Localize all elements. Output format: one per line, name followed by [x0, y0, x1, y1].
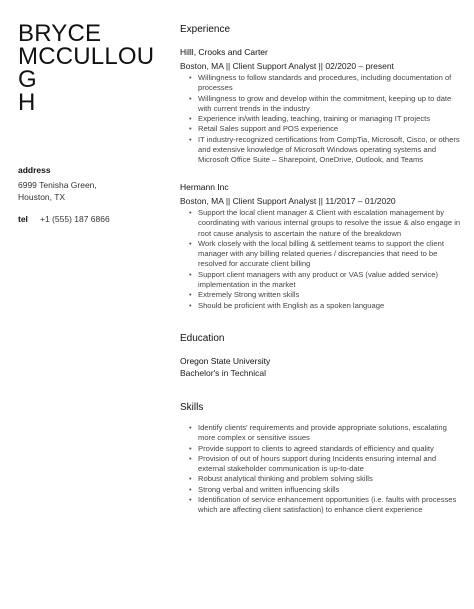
- job-details: Boston, MA || Client Support Analyst || 02/2020 – present: [180, 61, 394, 71]
- address-block: [18, 165, 158, 203]
- job-entry: [180, 47, 462, 166]
- school-name: Oregon State University: [180, 356, 271, 366]
- list-item: • Robust analytical thinking and problem solving skills: [198, 474, 462, 484]
- skills-title: Skills: [180, 402, 204, 413]
- list-item: • Retail Sales support and POS experience: [198, 124, 462, 134]
- education-section: [180, 333, 462, 378]
- name-block: [18, 22, 158, 114]
- list-item: • Identification of service enhancement opportunities (i.e. faults with processes which are affecting client satisfaction) to enhance client experience: [198, 495, 462, 516]
- tel-value: +1 (555) 187 6866: [40, 214, 110, 224]
- address-line: 6999 Tenisha Green,: [18, 180, 97, 190]
- list-item: • Extremely Strong written skills: [198, 290, 462, 300]
- list-item: • Provision of out of hours support during Incidents ensuring internal and external stakeholder communication is up-to-date: [198, 454, 462, 475]
- list-item: • Support the local client manager & Client with escalation management by coordinating with various internal groups to resolve the issue & also engage in root cause analysis to ascertain the nature of the breakdown: [198, 208, 462, 239]
- job-entry: [180, 182, 462, 311]
- list-item: • Strong verbal and written influencing skills: [198, 485, 462, 495]
- list-item: • Support client managers with any product or VAS (value added service) implementation in the market: [198, 270, 462, 291]
- skills-bullets: [180, 423, 462, 516]
- degree: Bachelor's in Technical: [180, 368, 267, 378]
- list-item: • Provide support to clients to agreed standards of efficiency and quality: [198, 444, 462, 454]
- employer-name: Hilll, Crooks and Carter: [180, 47, 268, 57]
- education-title: Education: [180, 333, 225, 344]
- list-item: • Willingness to follow standards and procedures, including documentation of processes: [198, 73, 462, 94]
- name-line: BRYCE: [18, 20, 102, 47]
- candidate-name: [18, 22, 158, 114]
- job-bullets: [180, 73, 462, 166]
- tel-label: tel: [18, 214, 28, 224]
- experience-title: Experience: [180, 24, 231, 35]
- list-item: • Work closely with the local billing & settlement teams to support the client manager with any billing related queries / discrepancies that need to be resolved for accurate client billing: [198, 239, 462, 270]
- job-bullets: [180, 208, 462, 311]
- name-line: MCCULLOUG: [18, 43, 155, 93]
- skills-section: [180, 402, 462, 516]
- experience-section: [180, 24, 462, 166]
- job-details: Boston, MA || Client Support Analyst || 11/2017 – 01/2020: [180, 196, 396, 206]
- address-label: address: [18, 165, 51, 175]
- tel-block: [18, 214, 168, 224]
- employer-name: Hermann Inc: [180, 182, 229, 192]
- list-item: • Should be proficient with English as a spoken language: [198, 301, 462, 311]
- address-line: Houston, TX: [18, 192, 66, 202]
- name-line: H: [18, 89, 36, 116]
- list-item: • Experience in/with leading, teaching, training or managing IT projects: [198, 114, 462, 124]
- list-item: • Willingness to grow and develop within the commitment, keeping up to date with current trends in the industry: [198, 94, 462, 115]
- list-item: • IT industry-recognized certifications from CompTia, Microsoft, Cisco, or others and extensive knowledge of Microsoft Windows operating systems and Microsoft Office Suite – Sharepoint, OneDrive, Outlook, and Teams: [198, 135, 462, 166]
- list-item: • Identify clients' requirements and provide appropriate solutions, escalating more complex or sensitive issues: [198, 423, 462, 444]
